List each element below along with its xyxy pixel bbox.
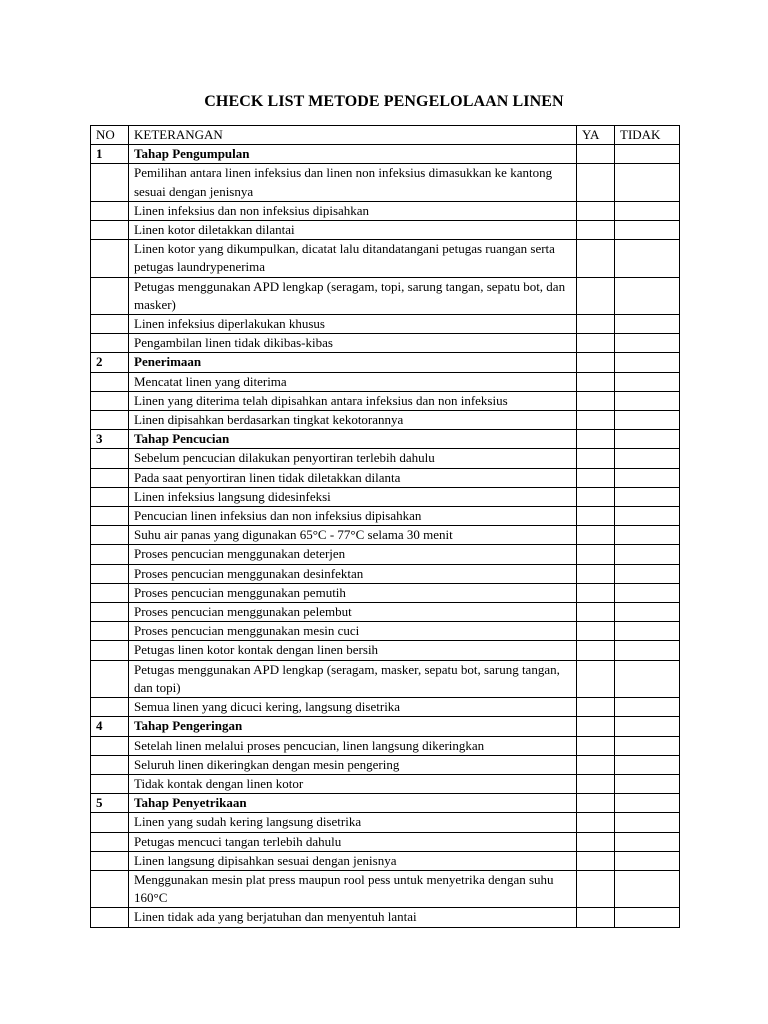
ya-checkbox-cell[interactable] <box>577 774 615 793</box>
item-number-cell <box>91 851 129 870</box>
ya-checkbox-cell[interactable] <box>577 201 615 220</box>
item-description: Proses pencucian menggunakan pelembut <box>129 603 577 622</box>
tidak-checkbox-cell[interactable] <box>615 736 680 755</box>
ya-checkbox-cell[interactable] <box>577 813 615 832</box>
tidak-checkbox-cell[interactable] <box>615 603 680 622</box>
item-number-cell <box>91 908 129 927</box>
ya-checkbox-cell[interactable] <box>577 564 615 583</box>
document-title: CHECK LIST METODE PENGELOLAAN LINEN <box>204 93 564 110</box>
tidak-checkbox-cell[interactable] <box>615 391 680 410</box>
item-description: Linen yang sudah kering langsung disetrika <box>129 813 577 832</box>
ya-checkbox-cell[interactable] <box>577 603 615 622</box>
ya-checkbox-cell[interactable] <box>577 526 615 545</box>
checklist-item-row <box>91 201 680 220</box>
section-row <box>91 430 680 449</box>
item-description: Menggunakan mesin plat press maupun rool pess untuk menyetrika dengan suhu 160°C <box>129 870 577 907</box>
checklist-item-row <box>91 164 680 201</box>
tidak-checkbox-cell[interactable] <box>615 449 680 468</box>
item-description: Linen kotor diletakkan dilantai <box>129 221 577 240</box>
tidak-checkbox-cell[interactable] <box>615 507 680 526</box>
tidak-checkbox-cell[interactable] <box>615 717 680 736</box>
item-description: Pada saat penyortiran linen tidak diletakkan dilanta <box>129 468 577 487</box>
checklist-item-row <box>91 240 680 277</box>
header-tidak: TIDAK <box>615 126 680 145</box>
item-number-cell <box>91 603 129 622</box>
ya-checkbox-cell[interactable] <box>577 334 615 353</box>
item-number-cell <box>91 755 129 774</box>
ya-checkbox-cell[interactable] <box>577 221 615 240</box>
checklist-item-row <box>91 603 680 622</box>
ya-checkbox-cell[interactable] <box>577 430 615 449</box>
item-number-cell <box>91 813 129 832</box>
tidak-checkbox-cell[interactable] <box>615 908 680 927</box>
ya-checkbox-cell[interactable] <box>577 507 615 526</box>
checklist-item-row <box>91 832 680 851</box>
checklist-item-row <box>91 468 680 487</box>
tidak-checkbox-cell[interactable] <box>615 353 680 372</box>
checklist-item-row <box>91 545 680 564</box>
item-number-cell <box>91 526 129 545</box>
tidak-checkbox-cell[interactable] <box>615 641 680 660</box>
checklist-item-row <box>91 755 680 774</box>
tidak-checkbox-cell[interactable] <box>615 240 680 277</box>
tidak-checkbox-cell[interactable] <box>615 622 680 641</box>
item-number-cell <box>91 545 129 564</box>
checklist-item-row <box>91 622 680 641</box>
checklist-item-row <box>91 564 680 583</box>
tidak-checkbox-cell[interactable] <box>615 794 680 813</box>
ya-checkbox-cell[interactable] <box>577 641 615 660</box>
tidak-checkbox-cell[interactable] <box>615 277 680 314</box>
checklist-item-row <box>91 411 680 430</box>
ya-checkbox-cell[interactable] <box>577 277 615 314</box>
item-description: Pemilihan antara linen infeksius dan linen non infeksius dimasukkan ke kantong sesuai dengan jenisnya <box>129 164 577 201</box>
tidak-checkbox-cell[interactable] <box>615 145 680 164</box>
header-keterangan: KETERANGAN <box>129 126 577 145</box>
item-description: Pencucian linen infeksius dan non infeksius dipisahkan <box>129 507 577 526</box>
checklist-item-row <box>91 449 680 468</box>
tidak-checkbox-cell[interactable] <box>615 201 680 220</box>
ya-checkbox-cell[interactable] <box>577 411 615 430</box>
item-description: Seluruh linen dikeringkan dengan mesin pengering <box>129 755 577 774</box>
ya-checkbox-cell[interactable] <box>577 794 615 813</box>
tidak-checkbox-cell[interactable] <box>615 870 680 907</box>
item-description: Linen dipisahkan berdasarkan tingkat kekotorannya <box>129 411 577 430</box>
section-number: 3 <box>91 430 129 449</box>
ya-checkbox-cell[interactable] <box>577 145 615 164</box>
item-description: Petugas mencuci tangan terlebih dahulu <box>129 832 577 851</box>
ya-checkbox-cell[interactable] <box>577 468 615 487</box>
item-description: Linen tidak ada yang berjatuhan dan menyentuh lantai <box>129 908 577 927</box>
header-ya: YA <box>577 126 615 145</box>
checklist-item-row <box>91 774 680 793</box>
ya-checkbox-cell[interactable] <box>577 660 615 697</box>
item-description: Petugas linen kotor kontak dengan linen bersih <box>129 641 577 660</box>
tidak-checkbox-cell[interactable] <box>615 430 680 449</box>
item-number-cell <box>91 334 129 353</box>
tidak-checkbox-cell[interactable] <box>615 411 680 430</box>
item-number-cell <box>91 832 129 851</box>
section-number: 2 <box>91 353 129 372</box>
section-row <box>91 353 680 372</box>
checklist-table <box>90 125 680 928</box>
item-number-cell <box>91 736 129 755</box>
section-row <box>91 145 680 164</box>
checklist-item-row <box>91 641 680 660</box>
ya-checkbox-cell[interactable] <box>577 391 615 410</box>
section-row <box>91 794 680 813</box>
tidak-checkbox-cell[interactable] <box>615 545 680 564</box>
section-number: 4 <box>91 717 129 736</box>
ya-checkbox-cell[interactable] <box>577 736 615 755</box>
ya-checkbox-cell[interactable] <box>577 164 615 201</box>
header-row <box>91 126 680 145</box>
checklist-item-row <box>91 277 680 314</box>
item-description: Mencatat linen yang diterima <box>129 372 577 391</box>
checklist-item-row <box>91 487 680 506</box>
tidak-checkbox-cell[interactable] <box>615 468 680 487</box>
ya-checkbox-cell[interactable] <box>577 755 615 774</box>
ya-checkbox-cell[interactable] <box>577 372 615 391</box>
section-row <box>91 717 680 736</box>
item-number-cell <box>91 449 129 468</box>
section-title: Penerimaan <box>129 353 577 372</box>
item-number-cell <box>91 201 129 220</box>
item-number-cell <box>91 411 129 430</box>
item-description: Semua linen yang dicuci kering, langsung disetrika <box>129 698 577 717</box>
section-title: Tahap Penyetrikaan <box>129 794 577 813</box>
item-description: Proses pencucian menggunakan desinfektan <box>129 564 577 583</box>
checklist-item-row <box>91 221 680 240</box>
checklist-item-row <box>91 908 680 927</box>
item-description: Linen infeksius langsung didesinfeksi <box>129 487 577 506</box>
section-number: 1 <box>91 145 129 164</box>
item-number-cell <box>91 391 129 410</box>
section-number: 5 <box>91 794 129 813</box>
item-number-cell <box>91 774 129 793</box>
tidak-checkbox-cell[interactable] <box>615 583 680 602</box>
item-description: Proses pencucian menggunakan deterjen <box>129 545 577 564</box>
item-number-cell <box>91 507 129 526</box>
item-description: Linen infeksius dan non infeksius dipisahkan <box>129 201 577 220</box>
ya-checkbox-cell[interactable] <box>577 851 615 870</box>
tidak-checkbox-cell[interactable] <box>615 221 680 240</box>
item-description: Linen yang diterima telah dipisahkan antara infeksius dan non infeksius <box>129 391 577 410</box>
tidak-checkbox-cell[interactable] <box>615 698 680 717</box>
item-description: Pengambilan linen tidak dikibas-kibas <box>129 334 577 353</box>
item-description: Petugas menggunakan APD lengkap (seragam, masker, sepatu bot, sarung tangan, dan topi) <box>129 660 577 697</box>
item-number-cell <box>91 372 129 391</box>
checklist-item-row <box>91 736 680 755</box>
checklist-item-row <box>91 334 680 353</box>
item-number-cell <box>91 487 129 506</box>
tidak-checkbox-cell[interactable] <box>615 564 680 583</box>
item-number-cell <box>91 641 129 660</box>
tidak-checkbox-cell[interactable] <box>615 526 680 545</box>
item-description: Tidak kontak dengan linen kotor <box>129 774 577 793</box>
item-description: Proses pencucian menggunakan mesin cuci <box>129 622 577 641</box>
tidak-checkbox-cell[interactable] <box>615 660 680 697</box>
tidak-checkbox-cell[interactable] <box>615 487 680 506</box>
item-number-cell <box>91 277 129 314</box>
ya-checkbox-cell[interactable] <box>577 583 615 602</box>
item-description: Linen infeksius diperlakukan khusus <box>129 315 577 334</box>
ya-checkbox-cell[interactable] <box>577 698 615 717</box>
checklist-item-row <box>91 526 680 545</box>
item-number-cell <box>91 221 129 240</box>
item-description: Sebelum pencucian dilakukan penyortiran terlebih dahulu <box>129 449 577 468</box>
checklist-item-row <box>91 851 680 870</box>
item-description: Linen langsung dipisahkan sesuai dengan jenisnya <box>129 851 577 870</box>
checklist-item-row <box>91 660 680 697</box>
item-description: Setelah linen melalui proses pencucian, linen langsung dikeringkan <box>129 736 577 755</box>
checklist-item-row <box>91 813 680 832</box>
checklist-item-row <box>91 372 680 391</box>
tidak-checkbox-cell[interactable] <box>615 755 680 774</box>
tidak-checkbox-cell[interactable] <box>615 774 680 793</box>
tidak-checkbox-cell[interactable] <box>615 372 680 391</box>
tidak-checkbox-cell[interactable] <box>615 832 680 851</box>
item-number-cell <box>91 468 129 487</box>
tidak-checkbox-cell[interactable] <box>615 315 680 334</box>
section-title: Tahap Pengeringan <box>129 717 577 736</box>
checklist-item-row <box>91 698 680 717</box>
ya-checkbox-cell[interactable] <box>577 545 615 564</box>
item-number-cell <box>91 564 129 583</box>
ya-checkbox-cell[interactable] <box>577 870 615 907</box>
item-number-cell <box>91 164 129 201</box>
section-title: Tahap Pengumpulan <box>129 145 577 164</box>
item-description: Suhu air panas yang digunakan 65°C - 77°C selama 30 menit <box>129 526 577 545</box>
item-number-cell <box>91 315 129 334</box>
item-description: Linen kotor yang dikumpulkan, dicatat lalu ditandatangani petugas ruangan serta petugas laundrypenerima <box>129 240 577 277</box>
ya-checkbox-cell[interactable] <box>577 240 615 277</box>
item-description: Petugas menggunakan APD lengkap (seragam, topi, sarung tangan, sepatu bot, dan masker) <box>129 277 577 314</box>
tidak-checkbox-cell[interactable] <box>615 164 680 201</box>
item-number-cell <box>91 583 129 602</box>
tidak-checkbox-cell[interactable] <box>615 334 680 353</box>
ya-checkbox-cell[interactable] <box>577 832 615 851</box>
ya-checkbox-cell[interactable] <box>577 908 615 927</box>
checklist-item-row <box>91 583 680 602</box>
ya-checkbox-cell[interactable] <box>577 315 615 334</box>
item-number-cell <box>91 622 129 641</box>
ya-checkbox-cell[interactable] <box>577 449 615 468</box>
checklist-item-row <box>91 870 680 907</box>
ya-checkbox-cell[interactable] <box>577 487 615 506</box>
tidak-checkbox-cell[interactable] <box>615 851 680 870</box>
item-number-cell <box>91 698 129 717</box>
item-number-cell <box>91 660 129 697</box>
item-number-cell <box>91 240 129 277</box>
item-number-cell <box>91 870 129 907</box>
ya-checkbox-cell[interactable] <box>577 717 615 736</box>
item-description: Proses pencucian menggunakan pemutih <box>129 583 577 602</box>
ya-checkbox-cell[interactable] <box>577 622 615 641</box>
header-no: NO <box>91 126 129 145</box>
section-title: Tahap Pencucian <box>129 430 577 449</box>
checklist-item-row <box>91 507 680 526</box>
checklist-item-row <box>91 315 680 334</box>
tidak-checkbox-cell[interactable] <box>615 813 680 832</box>
checklist-item-row <box>91 391 680 410</box>
ya-checkbox-cell[interactable] <box>577 353 615 372</box>
